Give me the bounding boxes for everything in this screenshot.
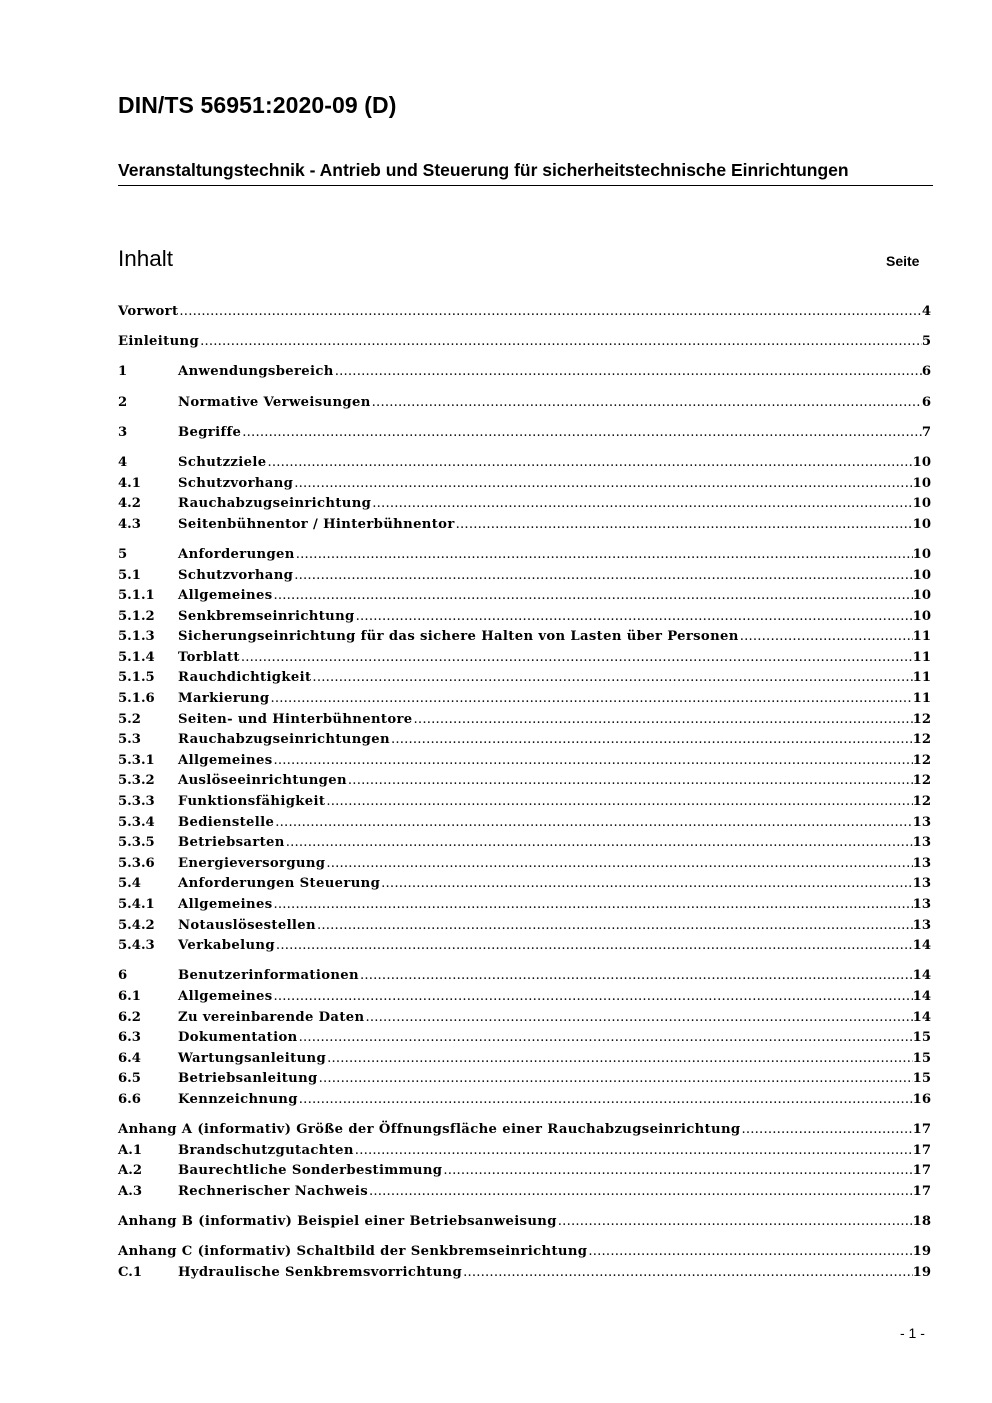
toc-entry-page: 7 xyxy=(921,424,931,440)
toc-entry-page: 13 xyxy=(912,835,931,851)
toc-entry-title: Wartungsanleitung xyxy=(178,1050,327,1066)
toc-entry-title: Seitenbühnentor / Hinterbühnentor xyxy=(178,516,455,532)
toc-dot-leader xyxy=(557,1212,913,1233)
toc-entry-page: 10 xyxy=(912,588,931,604)
toc-entry-page: 13 xyxy=(912,876,931,892)
toc-dot-leader xyxy=(380,874,913,895)
toc-dot-leader xyxy=(359,966,913,987)
toc-entry[interactable] xyxy=(118,1049,931,1070)
toc-entry-title: Kennzeichnung xyxy=(178,1091,298,1107)
toc-dot-leader xyxy=(326,1049,913,1070)
toc-entry-number: 4.2 xyxy=(118,496,141,512)
toc-entry-title: Anwendungsbereich xyxy=(178,364,334,380)
toc-entry-title: Auslöseeinrichtungen xyxy=(178,773,347,789)
toc-entry-page: 14 xyxy=(912,1009,931,1025)
toc-entry-title: Dokumentation xyxy=(178,1030,298,1046)
toc-dot-leader xyxy=(371,393,922,414)
toc-entry-page: 10 xyxy=(912,546,931,562)
toc-entry[interactable] xyxy=(118,393,931,414)
toc-entry-page: 17 xyxy=(912,1183,931,1199)
toc-entry-title: Markierung xyxy=(178,691,270,707)
toc-entry-page: 17 xyxy=(912,1122,931,1138)
toc-entry-page: 14 xyxy=(912,938,931,954)
toc-entry[interactable] xyxy=(118,1028,931,1049)
toc-dot-leader xyxy=(371,494,912,515)
toc-entry-title: Rauchdichtigkeit xyxy=(178,670,312,686)
toc-entry-number: 5.3.2 xyxy=(118,773,155,789)
toc-dot-leader xyxy=(355,607,913,628)
toc-entry-page: 16 xyxy=(912,1091,931,1107)
toc-entry-page: 15 xyxy=(912,1030,931,1046)
toc-entry-title: Senkbremseinrichtung xyxy=(178,608,355,624)
toc-entry[interactable] xyxy=(118,515,931,536)
toc-entry-page: 12 xyxy=(912,752,931,768)
toc-entry[interactable] xyxy=(118,895,931,916)
toc-entry-title: Rauchabzugseinrichtung xyxy=(178,496,372,512)
toc-entry-number: 5.3 xyxy=(118,732,141,748)
toc-entry-number: 5.3.6 xyxy=(118,855,155,871)
toc-entry[interactable] xyxy=(118,586,931,607)
toc-dot-leader xyxy=(272,987,912,1008)
toc-entry[interactable] xyxy=(118,936,931,957)
toc-entry[interactable] xyxy=(118,1008,931,1029)
toc-entry[interactable] xyxy=(118,566,931,587)
toc-page-column-label: Seite xyxy=(886,253,920,269)
toc-entry[interactable] xyxy=(118,874,931,895)
toc-entry-number: 6.4 xyxy=(118,1050,141,1066)
toc-entry-title: Rauchabzugseinrichtungen xyxy=(178,732,390,748)
toc-entry-title: Betriebsarten xyxy=(178,835,285,851)
toc-entry-title: Bedienstelle xyxy=(178,814,275,830)
toc-dot-leader xyxy=(364,1008,912,1029)
toc-entry[interactable] xyxy=(118,1182,931,1203)
toc-entry-number: C.1 xyxy=(118,1264,143,1280)
toc-entry-number: 5.4.2 xyxy=(118,917,155,933)
toc-entry[interactable] xyxy=(118,833,931,854)
toc-entry-page: 11 xyxy=(912,649,931,665)
toc-entry[interactable] xyxy=(118,627,931,648)
toc-entry-number: 3 xyxy=(118,424,128,440)
toc-entry-page: 10 xyxy=(912,608,931,624)
toc-entry-number: 5.1 xyxy=(118,567,141,583)
toc-entry[interactable] xyxy=(118,362,931,383)
toc-entry-number: 5.3.5 xyxy=(118,835,155,851)
toc-entry-page: 4 xyxy=(921,304,931,319)
toc-dot-leader xyxy=(354,1141,913,1162)
toc-dot-leader xyxy=(266,453,912,474)
toc-entry-number: 6.6 xyxy=(118,1091,141,1107)
toc-entry-page: 17 xyxy=(912,1163,931,1179)
toc-entry[interactable] xyxy=(118,751,931,772)
toc-entry-number: A.3 xyxy=(118,1183,142,1199)
toc-entry-page: 19 xyxy=(912,1264,931,1280)
toc-dot-leader xyxy=(347,771,913,792)
toc-entry-title: Allgemeines xyxy=(178,752,273,768)
toc-entry-page: 6 xyxy=(921,394,931,410)
toc-entry[interactable] xyxy=(118,710,931,731)
toc-dot-leader xyxy=(739,627,913,648)
toc-entry-number: A.2 xyxy=(118,1163,142,1179)
toc-entry[interactable] xyxy=(118,302,931,323)
toc-entry[interactable] xyxy=(118,545,931,566)
toc-entry[interactable] xyxy=(118,1141,931,1162)
toc-entry-title: Begriffe xyxy=(178,424,242,440)
toc-entry-title: Schutzvorhang xyxy=(178,475,294,491)
toc-entry-number: 5.1.4 xyxy=(118,649,155,665)
toc-dot-leader xyxy=(368,1182,913,1203)
toc-entry-title: Sicherungseinrichtung für das sichere Halten von Lasten über Personen xyxy=(178,629,739,645)
toc-entry-title: Rechnerischer Nachweis xyxy=(178,1183,368,1199)
toc-entry-number: 5.4.1 xyxy=(118,897,155,912)
toc-entry-title: Anhang A (informativ) Größe der Öffnungsfläche einer Rauchabzugseinrichtung xyxy=(118,1122,741,1138)
toc-entry-page: 14 xyxy=(912,988,931,1004)
toc-entry-title: Verkabelung xyxy=(178,938,275,954)
toc-entry-page: 13 xyxy=(912,814,931,830)
toc-entry-title: Notauslösestellen xyxy=(178,917,316,933)
document-title: Veranstaltungstechnik - Antrieb und Steuerung für sicherheitstechnische Einrichtungen xyxy=(118,159,933,186)
toc-entry-title: Vorwort xyxy=(118,304,179,319)
toc-entry[interactable] xyxy=(118,1069,931,1090)
toc-entry[interactable] xyxy=(118,771,931,792)
toc-entry-title: Zu vereinbarende Daten xyxy=(178,1009,365,1025)
toc-entry[interactable] xyxy=(118,792,931,813)
toc-entry-number: 6.3 xyxy=(118,1030,141,1046)
toc-dot-leader xyxy=(293,566,912,587)
toc-entry-number: 5.3.1 xyxy=(118,752,155,768)
toc-dot-leader xyxy=(587,1242,912,1263)
toc-entry-title: Anhang C (informativ) Schaltbild der Senkbremseinrichtung xyxy=(118,1244,588,1260)
toc-dot-leader xyxy=(390,730,913,751)
toc-entry-title: Hydraulische Senkbremsvorrichtung xyxy=(178,1264,463,1280)
toc-dot-leader xyxy=(318,1069,913,1090)
toc-entry-page: 13 xyxy=(912,855,931,871)
toc-entry-number: 5 xyxy=(118,546,128,562)
toc-dot-leader xyxy=(316,916,913,937)
toc-entry-page: 12 xyxy=(912,732,931,748)
toc-entry-number: 6.1 xyxy=(118,988,141,1004)
toc-entry-title: Torblatt xyxy=(178,649,240,665)
toc-dot-leader xyxy=(272,895,912,916)
toc-entry-page: 10 xyxy=(912,516,931,532)
table-of-contents xyxy=(118,302,931,1283)
toc-dot-leader xyxy=(311,668,912,689)
toc-entry[interactable] xyxy=(118,966,931,987)
toc-entry-title: Funktionsfähigkeit xyxy=(178,794,326,810)
toc-entry[interactable] xyxy=(118,1212,931,1233)
toc-entry-number: 4 xyxy=(118,454,128,470)
toc-entry-title: Allgemeines xyxy=(178,588,273,604)
toc-dot-leader xyxy=(298,1090,913,1111)
document-id: DIN/TS 56951:2020-09 (D) xyxy=(118,92,397,118)
toc-entry[interactable] xyxy=(118,332,931,353)
toc-entry[interactable] xyxy=(118,494,931,515)
toc-entry-number: 4.1 xyxy=(118,475,141,491)
toc-entry-title: Einleitung xyxy=(118,334,200,350)
toc-dot-leader xyxy=(178,302,921,323)
toc-entry-number: 6.2 xyxy=(118,1009,141,1025)
toc-entry-number: 5.1.3 xyxy=(118,629,155,645)
toc-entry-number: 5.1.5 xyxy=(118,670,155,686)
toc-dot-leader xyxy=(241,423,922,444)
toc-entry[interactable] xyxy=(118,730,931,751)
toc-entry-number: 5.3.4 xyxy=(118,814,155,830)
toc-entry-page: 10 xyxy=(912,454,931,470)
toc-entry-number: 5.4 xyxy=(118,876,141,892)
toc-entry[interactable] xyxy=(118,607,931,628)
toc-dot-leader xyxy=(293,474,912,495)
toc-dot-leader xyxy=(740,1120,912,1141)
toc-entry[interactable] xyxy=(118,474,931,495)
toc-entry-page: 19 xyxy=(912,1244,931,1260)
toc-entry-title: Brandschutzgutachten xyxy=(178,1142,354,1158)
page-number: - 1 - xyxy=(900,1325,925,1341)
toc-entry-number: A.1 xyxy=(118,1142,142,1158)
toc-entry-number: 5.1.1 xyxy=(118,588,155,604)
toc-entry-page: 10 xyxy=(912,567,931,583)
toc-entry-number: 1 xyxy=(118,364,128,380)
toc-entry[interactable] xyxy=(118,453,931,474)
toc-entry[interactable] xyxy=(118,1120,931,1141)
toc-entry[interactable] xyxy=(118,987,931,1008)
toc-dot-leader xyxy=(298,1028,913,1049)
toc-dot-leader xyxy=(295,545,913,566)
toc-dot-leader xyxy=(272,586,912,607)
toc-entry-title: Anforderungen Steuerung xyxy=(178,876,381,892)
toc-entry-page: 10 xyxy=(912,475,931,491)
toc-entry-page: 17 xyxy=(912,1142,931,1158)
toc-entry[interactable] xyxy=(118,668,931,689)
toc-entry-page: 10 xyxy=(912,496,931,512)
toc-entry-title: Anforderungen xyxy=(178,546,295,562)
toc-entry-number: 6 xyxy=(118,968,128,984)
toc-entry-title: Baurechtliche Sonderbestimmung xyxy=(178,1163,443,1179)
toc-entry[interactable] xyxy=(118,916,931,937)
toc-dot-leader xyxy=(462,1263,913,1284)
toc-entry-number: 5.3.3 xyxy=(118,794,155,810)
toc-entry-page: 18 xyxy=(912,1214,931,1230)
toc-entry[interactable] xyxy=(118,1263,931,1284)
toc-entry-page: 11 xyxy=(912,691,931,707)
toc-entry-number: 5.4.3 xyxy=(118,938,155,954)
toc-entry-title: Benutzerinformationen xyxy=(178,968,359,984)
toc-dot-leader xyxy=(413,710,913,731)
toc-dot-leader xyxy=(240,648,913,669)
toc-heading: Inhalt xyxy=(118,246,174,271)
toc-entry-page: 6 xyxy=(921,364,931,380)
toc-dot-leader xyxy=(325,792,912,813)
toc-dot-leader xyxy=(275,936,913,957)
toc-dot-leader xyxy=(325,854,912,875)
toc-entry-number: 4.3 xyxy=(118,516,141,532)
toc-dot-leader xyxy=(274,813,912,834)
toc-entry-page: 14 xyxy=(912,968,931,984)
toc-entry[interactable] xyxy=(118,1242,931,1263)
toc-entry-page: 12 xyxy=(912,773,931,789)
toc-entry[interactable] xyxy=(118,648,931,669)
toc-entry-title: Energieversorgung xyxy=(178,855,326,871)
toc-entry[interactable] xyxy=(118,854,931,875)
toc-dot-leader xyxy=(285,833,913,854)
toc-entry-title: Anhang B (informativ) Beispiel einer Betriebsanweisung xyxy=(118,1214,557,1230)
toc-entry-page: 5 xyxy=(921,334,931,350)
toc-entry-number: 6.5 xyxy=(118,1071,141,1087)
toc-entry-title: Allgemeines xyxy=(178,897,273,912)
toc-entry-title: Schutzziele xyxy=(178,454,267,470)
toc-entry-page: 13 xyxy=(912,897,931,912)
toc-entry-title: Betriebsanleitung xyxy=(178,1071,318,1087)
toc-entry-title: Seiten- und Hinterbühnentore xyxy=(178,711,413,727)
toc-entry-page: 12 xyxy=(912,794,931,810)
toc-entry[interactable] xyxy=(118,1090,931,1111)
toc-dot-leader xyxy=(455,515,913,536)
toc-entry-number: 2 xyxy=(118,394,128,410)
toc-entry-page: 12 xyxy=(912,711,931,727)
toc-entry-number: 5.1.2 xyxy=(118,608,155,624)
toc-entry[interactable] xyxy=(118,813,931,834)
toc-entry-title: Allgemeines xyxy=(178,988,273,1004)
toc-dot-leader xyxy=(199,332,922,353)
toc-entry[interactable] xyxy=(118,689,931,710)
toc-entry-page: 11 xyxy=(912,670,931,686)
toc-dot-leader xyxy=(442,1161,912,1182)
toc-entry[interactable] xyxy=(118,1161,931,1182)
toc-entry-page: 13 xyxy=(912,917,931,933)
toc-dot-leader xyxy=(334,362,922,383)
toc-entry-title: Normative Verweisungen xyxy=(178,394,371,410)
toc-entry-number: 5.1.6 xyxy=(118,691,155,707)
toc-entry-page: 11 xyxy=(912,629,931,645)
toc-dot-leader xyxy=(272,751,912,772)
toc-dot-leader xyxy=(269,689,912,710)
toc-entry-page: 15 xyxy=(912,1071,931,1087)
toc-entry-page: 15 xyxy=(912,1050,931,1066)
toc-entry-number: 5.2 xyxy=(118,711,141,727)
toc-entry[interactable] xyxy=(118,423,931,444)
toc-entry-title: Schutzvorhang xyxy=(178,567,294,583)
